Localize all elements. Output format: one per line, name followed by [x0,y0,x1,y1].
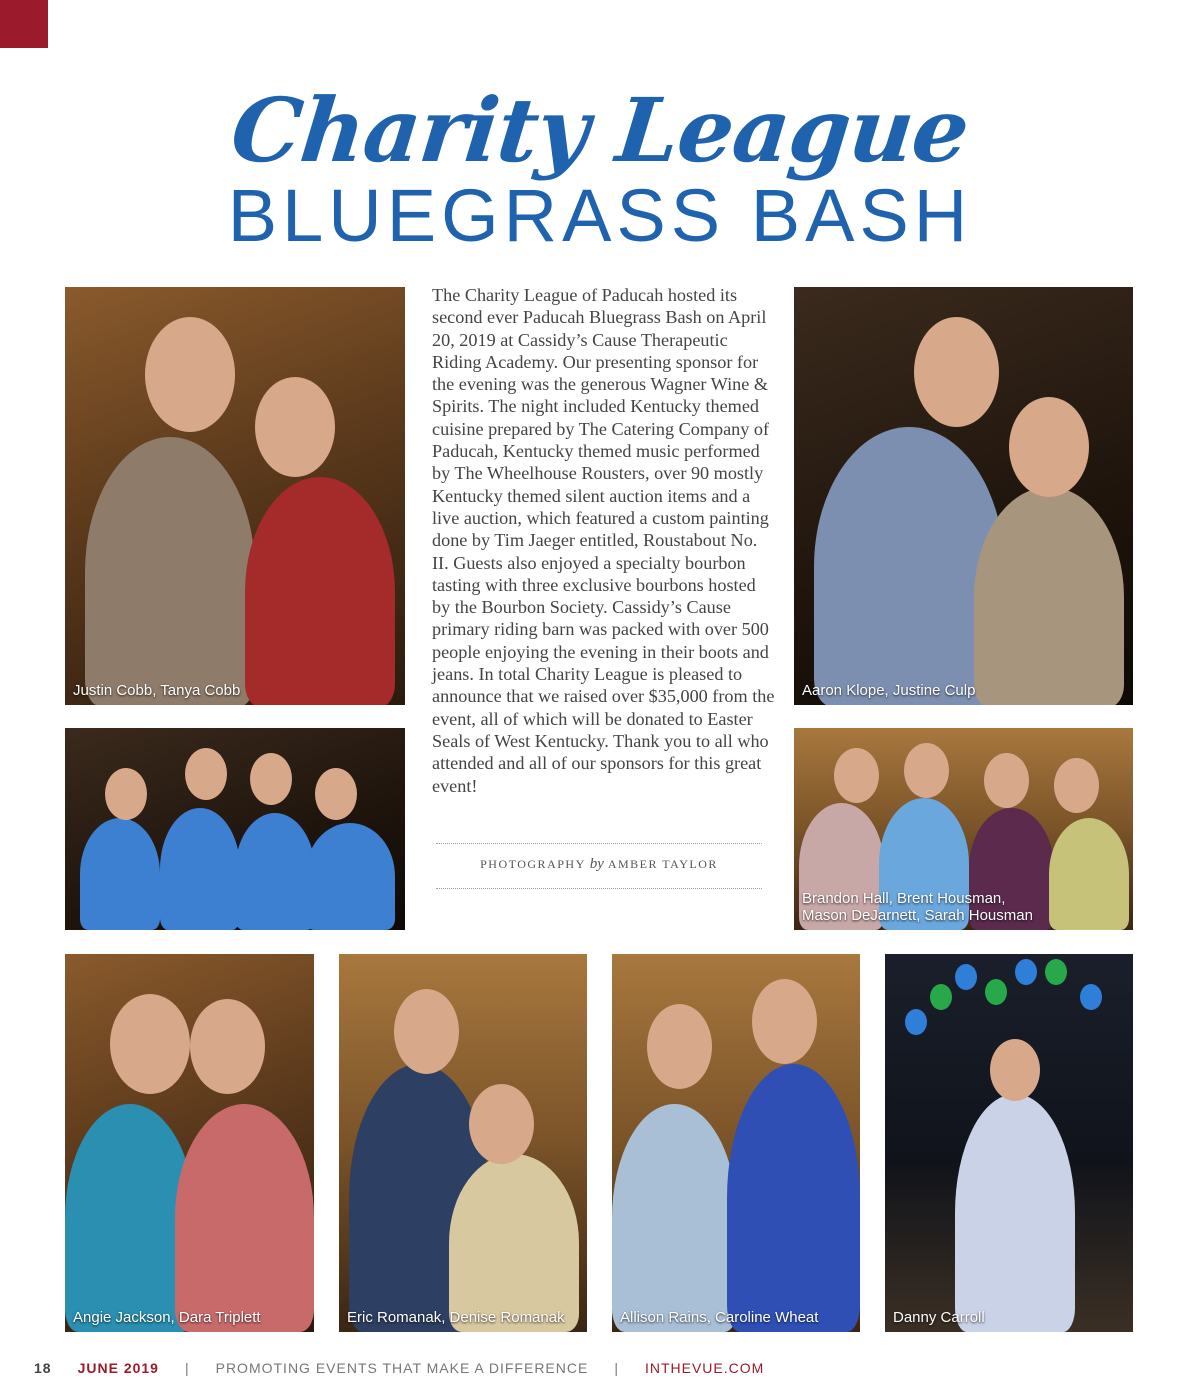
photo-figure [80,818,160,930]
photo-carroll [885,954,1133,1332]
photo-figure [955,1094,1075,1332]
page-number: 18 [34,1360,52,1376]
photo-figure [245,477,395,705]
balloon-icon [1080,984,1102,1010]
photo-figure-head [647,1004,712,1089]
article-body: The Charity League of Paducah hosted its second ever Paducah Bluegrass Bash on April 20, 2019 at Cassidy’s Cause Therapeutic Riding Academy. Our presenting sponsor for the evening was the generous Wagner Wine & Spirits. The night included Kentucky themed cuisine prepared by The Catering Company of Paducah, Kentucky themed music performed by The Wheelhouse Rousters, over 90 mostly Kentucky themed silent auction items and a live auction, which featured a custom painting done by Tim Jaeger entitled, Roustabout No. II. Guests also enjoyed a specialty bourbon tasting with three exclusive bourbons hosted by the Bourbon Society. Cassidy’s Cause primary riding barn was packed with over 500 people enjoying the evening in their boots and jeans. In total Charity League is pleased to announce that we raised over $35,000 from the event, all of which will be donated to Easter Seals of West Kentucky. Thank you to all who attended and all of our sponsors for this great event! [432,285,775,796]
balloon-icon [1015,959,1037,985]
photo-figure-head [394,989,459,1074]
credit-name: AMBER TAYLOR [607,857,718,871]
photo-figure-head [984,753,1029,808]
photo-figure [974,487,1124,705]
photo-figure [160,808,240,930]
photo-caption: Justin Cobb, Tanya Cobb [73,682,241,699]
page-title: BLUEGRASS BASH [227,174,973,257]
photo-figure-head [185,748,227,800]
photo-caption: Danny Carroll [893,1309,985,1326]
photo-credit [436,856,762,873]
photo-figure [612,1104,737,1332]
photo-figure-head [145,317,235,432]
page-footer [34,1358,764,1378]
photo-caption: Aaron Klope, Justine Culp [802,682,976,699]
photo-rains-wheat [612,954,860,1332]
footer-separator: | [614,1360,619,1376]
issue-date: JUNE 2019 [77,1360,159,1376]
photo-figure-head [752,979,817,1064]
photo-figure-head [1009,397,1089,497]
photo-figure-head [990,1039,1040,1101]
credit-prefix: PHOTOGRAPHY [480,857,586,871]
photo-figure-head [250,753,292,805]
credit-by: by [589,856,604,872]
credit-divider-top [436,843,762,844]
photo-figure [305,823,395,930]
photo-caption: Eric Romanak, Denise Romanak [347,1309,565,1326]
photo-figure-head [105,768,147,820]
photo-figure [449,1154,579,1332]
photo-figure-head [904,743,949,798]
photo-figure [175,1104,314,1332]
photo-hall-housman [794,728,1133,930]
photo-figure-head [255,377,335,477]
footer-tagline: PROMOTING EVENTS THAT MAKE A DIFFERENCE [215,1360,589,1376]
photo-figure-head [315,768,357,820]
balloon-icon [905,1009,927,1035]
photo-figure [727,1064,860,1332]
title-script: Charity League [226,78,974,182]
footer-separator: | [184,1360,190,1376]
balloon-icon [955,964,977,990]
credit-divider-bottom [436,888,762,889]
photo-figure-head [914,317,999,427]
photo-figure-head [1054,758,1099,813]
photo-caption: Angie Jackson, Dara Triplett [73,1309,261,1326]
balloon-icon [930,984,952,1010]
corner-accent [0,0,48,48]
balloon-icon [1045,959,1067,985]
photo-jackson-triplett [65,954,314,1332]
photo-figure-head [834,748,879,803]
photo-figure-head [469,1084,534,1164]
photo-figure [235,813,315,930]
photo-figure-head [190,999,265,1094]
photo-cobb [65,287,405,705]
photo-figure-head [110,994,190,1094]
balloon-icon [985,979,1007,1005]
website-link[interactable]: INTHEVUE.COM [644,1360,765,1376]
photo-figure [85,437,255,705]
photo-romanak [339,954,587,1332]
photo-klope [794,287,1133,705]
photo-volunteers [65,728,405,930]
photo-caption: Brandon Hall, Brent Housman, Mason DeJarnett, Sarah Housman [802,890,1033,924]
photo-caption: Allison Rains, Caroline Wheat [620,1309,819,1326]
